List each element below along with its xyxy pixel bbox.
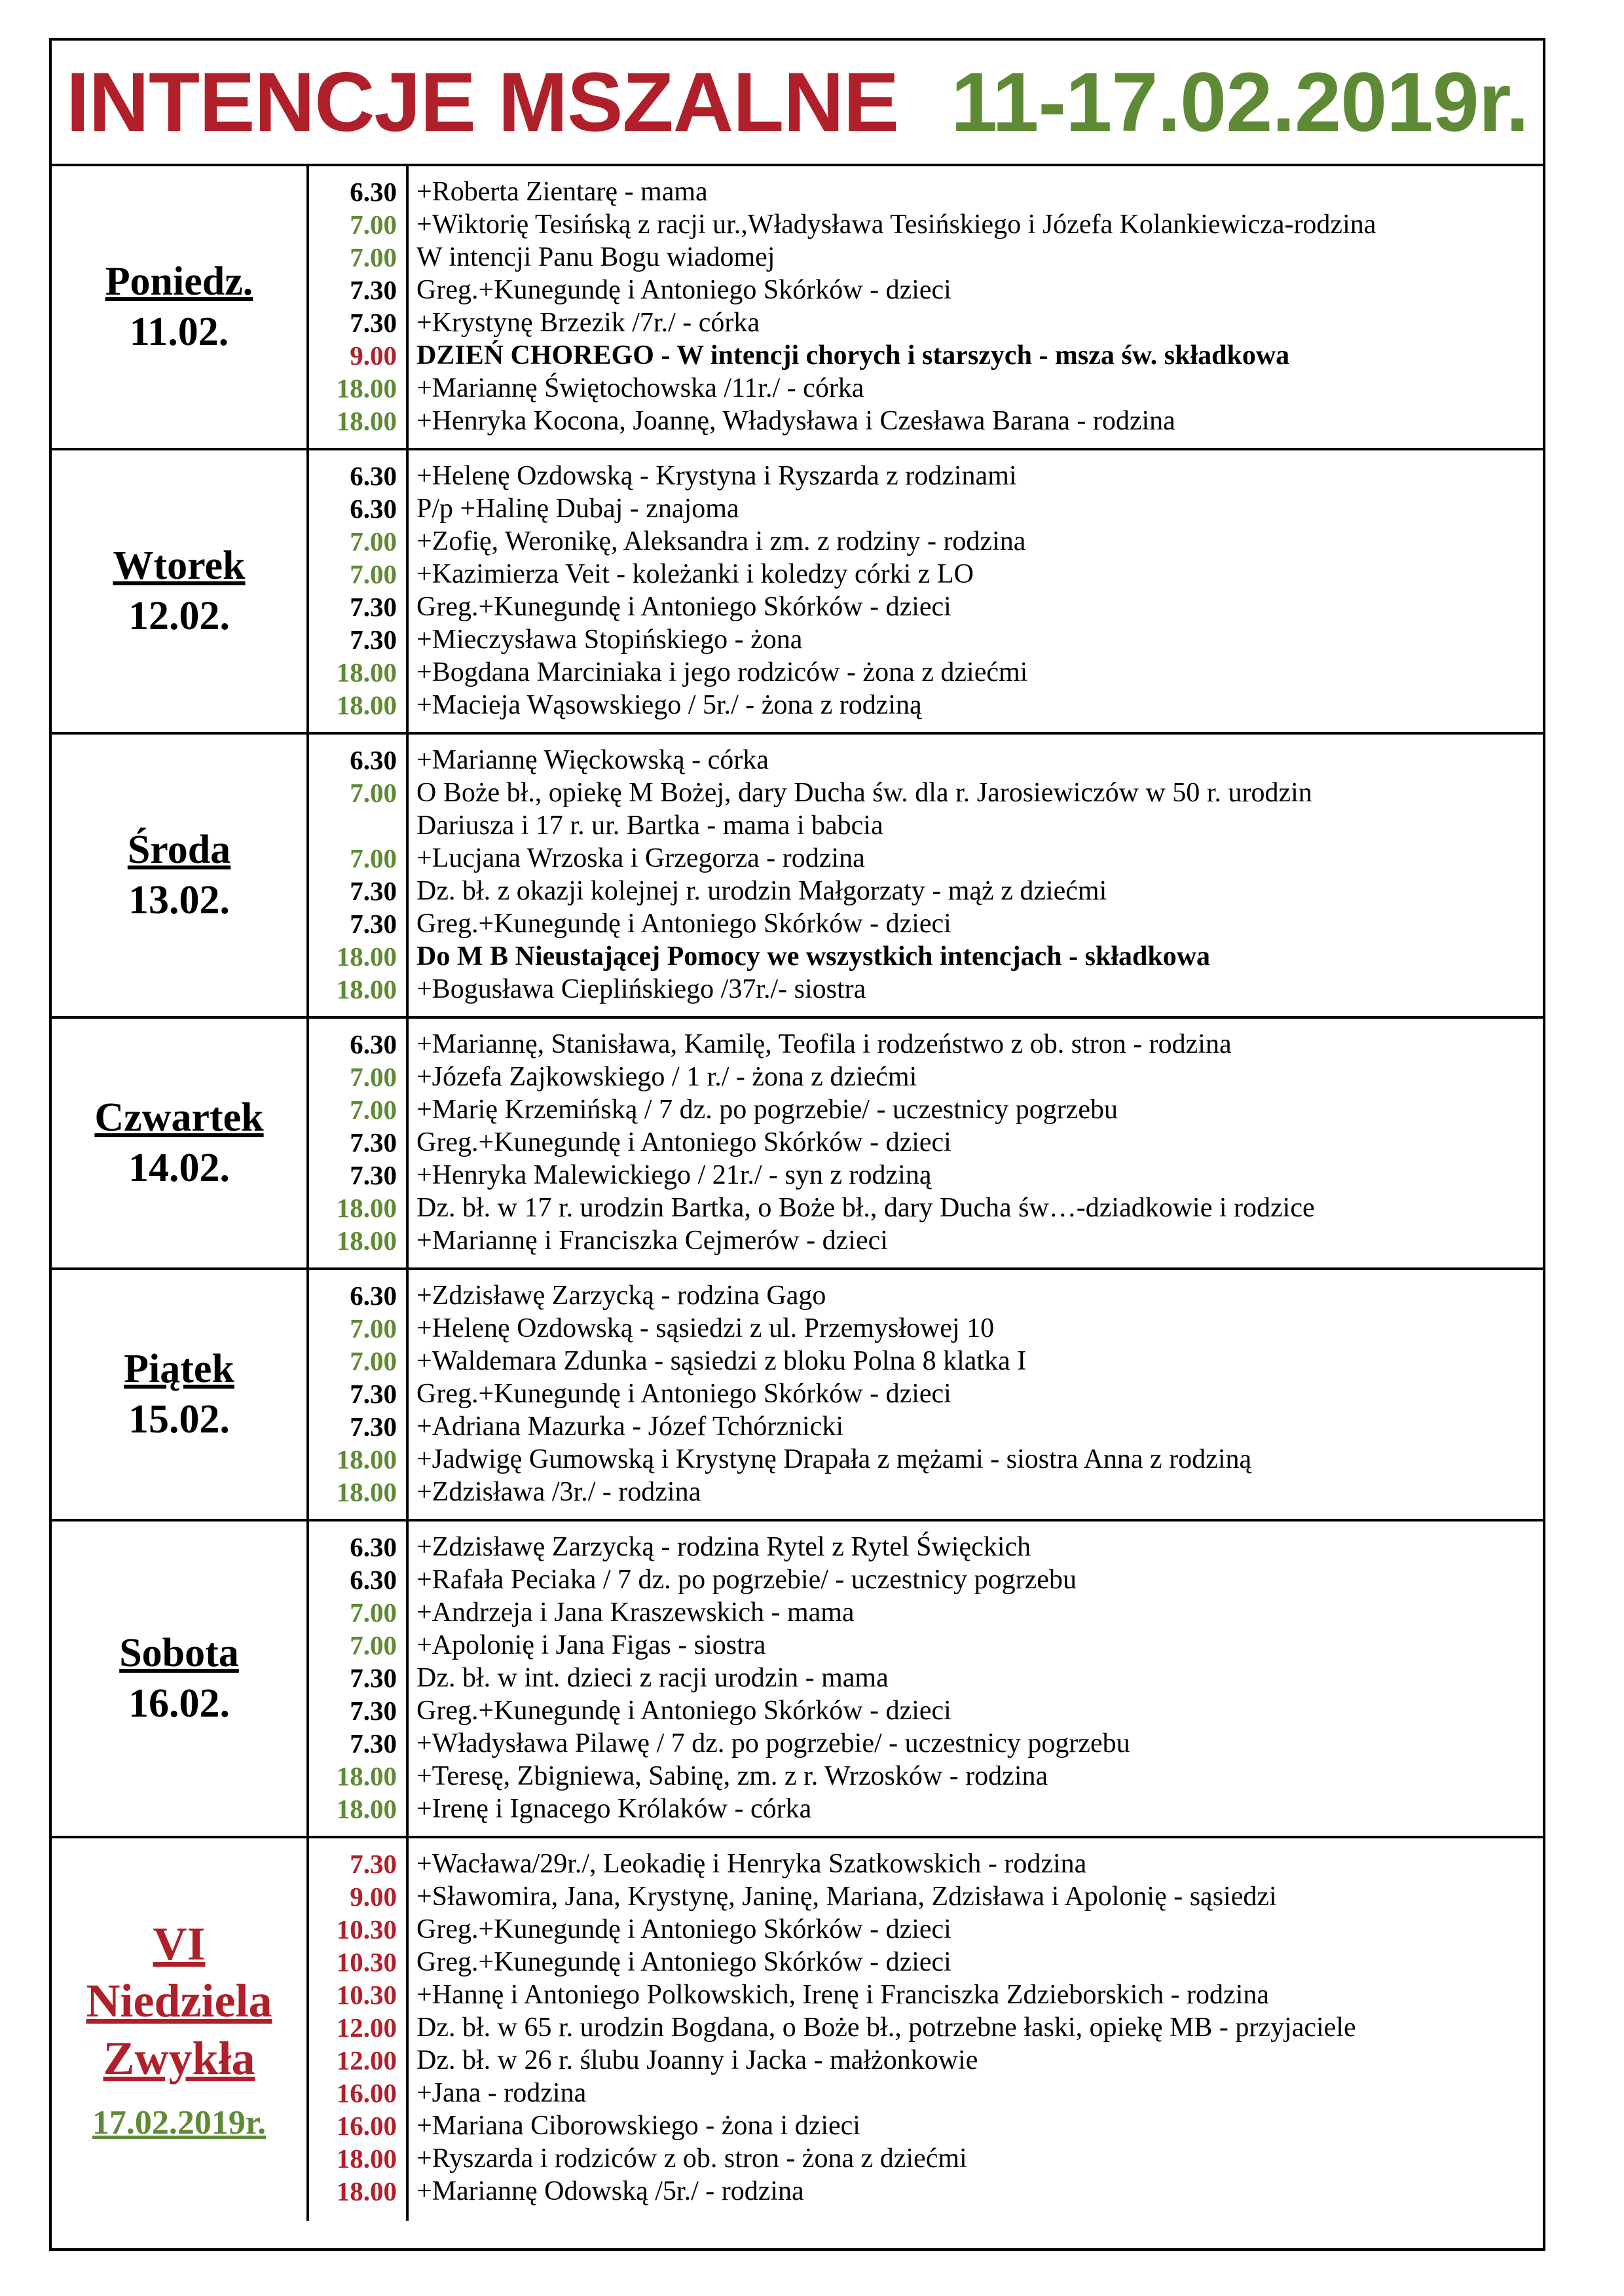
time-column [309,735,409,1016]
mass-time: 7.00 [350,778,397,808]
mass-time: 9.00 [350,1882,397,1912]
day-date: 17.02.2019r. [92,2104,267,2142]
mass-intention: +Hannę i Antoniego Polkowskich, Irenę i Franciszka Zdzieborskich - rodzina [416,1980,1269,2010]
time-column [309,1270,409,1519]
day-label [52,1838,309,2221]
mass-intention: Greg.+Kunegundę i Antoniego Skórków - dzieci [416,592,951,622]
intention-column [409,450,1543,732]
mass-time: 7.00 [350,242,397,272]
mass-time: 16.00 [336,2111,397,2141]
mass-time: 18.00 [336,657,397,687]
schedule-table [49,38,1545,2251]
mass-time: 18.00 [336,941,397,972]
mass-time: 6.30 [350,1281,397,1311]
mass-time: 18.00 [336,1226,397,1256]
mass-time: 7.30 [350,275,397,305]
mass-time: 7.00 [350,526,397,556]
mass-time: 7.30 [350,1728,397,1758]
day-block [52,166,1543,450]
mass-intention: +Waldemara Zdunka - sąsiedzi z bloku Polna 8 klatka I [416,1346,1027,1376]
mass-time: 7.30 [350,1412,397,1442]
mass-intention: +Roberta Zientarę - mama [416,177,708,207]
mass-intention: Do M B Nieustającej Pomocy we wszystkich intencjach - składkowa [416,941,1211,972]
mass-intention: +Władysława Pilawę / 7 dz. po pogrzebie/ - uczestnicy pogrzebu [416,1728,1130,1758]
mass-time: 7.00 [350,1313,397,1343]
mass-intention: Dz. bł. w 17 r. urodzin Bartka, o Boże bł., dary Ducha św…-dziadkowie i rodzice [416,1193,1315,1223]
day-date: 12.02. [128,594,230,638]
intention-column [409,1522,1543,1836]
mass-time: 18.00 [336,1193,397,1223]
mass-intention: Greg.+Kunegundę i Antoniego Skórków - dzieci [416,1127,951,1157]
mass-time: 18.00 [336,1794,397,1824]
days-list [52,166,1543,2221]
mass-intention: +Mariana Ciborowskiego - żona i dzieci [416,2111,860,2141]
day-label [52,1522,309,1836]
mass-intention: +Rafała Peciaka / 7 dz. po pogrzebie/ - uczestnicy pogrzebu [416,1565,1077,1595]
day-name-line: Niedziela [86,1975,272,2028]
mass-time: 6.30 [350,1565,397,1595]
day-block [52,1270,1543,1522]
mass-time: 7.30 [350,876,397,906]
mass-time: 9.00 [350,340,397,371]
mass-intention: O Boże bł., opiekę M Bożej, dary Ducha św. dla r. Jarosiewiczów w 50 r. urodzin [416,778,1312,808]
day-name: Środa [127,827,231,872]
mass-intention: Dariusza i 17 r. ur. Bartka - mama i babcia [416,811,883,841]
mass-intention: +Wacława/29r./, Leokadię i Henryka Szatkowskich - rodzina [416,1849,1087,1879]
mass-intention: Dz. bł. z okazji kolejnej r. urodzin Małgorzaty - mąż z dziećmi [416,876,1107,906]
time-column [309,1019,409,1267]
mass-time: 7.30 [350,1160,397,1190]
mass-time: 7.30 [350,592,397,622]
mass-intention: +Andrzeja i Jana Kraszewskich - mama [416,1597,855,1628]
mass-intention: +Apolonię i Jana Figas - siostra [416,1630,766,1660]
mass-time: 7.30 [350,1127,397,1157]
intention-column [409,1270,1543,1519]
mass-time: 6.30 [350,1029,397,1059]
mass-intention: +Helenę Ozdowską - Krystyna i Ryszarda z rodzinami [416,461,1017,491]
mass-time: 7.30 [350,1849,397,1879]
day-name-line: Zwykła [103,2032,255,2085]
mass-time: 7.00 [350,1062,397,1092]
day-label [52,735,309,1016]
day-name: Sobota [119,1630,239,1675]
day-block [52,450,1543,735]
day-date: 14.02. [128,1146,230,1190]
time-column [309,1522,409,1836]
mass-time: 7.30 [350,1696,397,1726]
mass-intention: +Sławomira, Jana, Krystynę, Janinę, Mariana, Zdzisława i Apolonię - sąsiedzi [416,1882,1277,1912]
intention-column [409,166,1543,448]
title-date: 11-17.02.2019r. [951,55,1529,149]
intention-column [409,1019,1543,1267]
mass-time: 10.30 [336,1914,397,1944]
day-date: 16.02. [128,1681,230,1726]
day-label [52,1019,309,1267]
mass-intention: +Wiktorię Tesińską z racji ur.,Władysława Tesińskiego i Józefa Kolankiewicza-rodzina [416,210,1376,240]
mass-time: 7.00 [350,1630,397,1660]
mass-time: 7.00 [350,559,397,589]
mass-time: 10.30 [336,1980,397,2010]
day-block [52,1019,1543,1270]
mass-intention: Greg.+Kunegundę i Antoniego Skórków - dzieci [416,275,951,305]
mass-intention: +Marię Krzemińską / 7 dz. po pogrzebie/ - uczestnicy pogrzebu [416,1095,1118,1125]
mass-intention: +Jana - rodzina [416,2078,587,2108]
mass-time: 16.00 [336,2078,397,2108]
mass-time: 7.00 [350,1095,397,1125]
mass-time: 18.00 [336,690,397,720]
mass-intention: +Krystynę Brzezik /7r./ - córka [416,308,760,338]
mass-intention: W intencji Panu Bogu wiadomej [416,242,775,272]
mass-intention: +Zofię, Weronikę, Aleksandra i zm. z rodziny - rodzina [416,526,1026,556]
intention-column [409,735,1543,1016]
day-label [52,1270,309,1519]
day-name: Czwartek [94,1095,264,1140]
day-block [52,1838,1543,2221]
mass-intention: +Bogusława Cieplińskiego /37r./- siostra [416,974,866,1004]
mass-time: 7.00 [350,1346,397,1376]
title-main: INTENCJE MSZALNE [65,55,899,149]
mass-intention: +Adriana Mazurka - Józef Tchórznicki [416,1412,844,1442]
mass-intention: +Mieczysława Stopińskiego - żona [416,625,803,655]
time-column [309,166,409,448]
mass-intention: Dz. bł. w 26 r. ślubu Joanny i Jacka - małżonkowie [416,2045,978,2075]
day-block [52,735,1543,1019]
mass-intention: Greg.+Kunegundę i Antoniego Skórków - dzieci [416,1379,951,1409]
page-title [52,41,1543,166]
mass-time: 18.00 [336,406,397,436]
mass-intention: +Józefa Zajkowskiego / 1 r./ - żona z dziećmi [416,1062,917,1092]
mass-intention: Greg.+Kunegundę i Antoniego Skórków - dzieci [416,1696,951,1726]
mass-time: 7.00 [350,210,397,240]
mass-time: 7.00 [350,843,397,873]
mass-time: 12.00 [336,2045,397,2075]
day-date: 15.02. [128,1397,230,1442]
mass-time: 18.00 [336,1761,397,1791]
mass-time: 10.30 [336,1947,397,1977]
mass-time: 18.00 [336,2143,397,2174]
day-block [52,1522,1543,1838]
mass-intention: +Henryka Malewickiego / 21r./ - syn z rodziną [416,1160,932,1190]
mass-time: 18.00 [336,1477,397,1507]
mass-intention: DZIEŃ CHOREGO - W intencji chorych i starszych - msza św. składkowa [416,340,1290,371]
mass-time: 6.30 [350,461,397,491]
mass-intention: Greg.+Kunegundę i Antoniego Skórków - dzieci [416,1947,951,1977]
mass-intention: +Mariannę Świętochowska /11r./ - córka [416,373,864,403]
mass-time: 6.30 [350,745,397,775]
time-column [309,1838,409,2221]
day-label [52,450,309,732]
mass-time: 7.30 [350,909,397,939]
day-label [52,166,309,448]
mass-intention: +Mariannę, Stanisława, Kamilę, Teofila i rodzeństwo z ob. stron - rodzina [416,1029,1232,1059]
mass-time: 7.30 [350,1663,397,1693]
mass-intention: +Jadwigę Gumowską i Krystynę Drapała z mężami - siostra Anna z rodziną [416,1444,1252,1474]
mass-intention: +Ryszarda i rodziców z ob. stron - żona z dziećmi [416,2143,967,2174]
mass-intention: Dz. bł. w 65 r. urodzin Bogdana, o Boże bł., potrzebne łaski, opiekę MB - przyjaciele [416,2013,1356,2043]
mass-intention: +Kazimierza Veit - koleżanki i koledzy córki z LO [416,559,974,589]
day-name: Piątek [124,1346,234,1391]
mass-intention: Dz. bł. w int. dzieci z racji urodzin - mama [416,1663,889,1693]
mass-intention: +Zdzisławę Zarzycką - rodzina Gago [416,1281,826,1311]
mass-intention: +Bogdana Marciniaka i jego rodziców - żona z dziećmi [416,657,1028,687]
mass-time: 7.00 [350,1597,397,1628]
mass-intention: +Mariannę Odowską /5r./ - rodzina [416,2176,804,2206]
mass-time: 7.30 [350,1379,397,1409]
mass-intention: +Helenę Ozdowską - sąsiedzi z ul. Przemysłowej 10 [416,1313,995,1343]
intention-column [409,1838,1543,2221]
mass-time: 18.00 [336,2176,397,2206]
day-name: Poniedz. [105,259,253,304]
mass-time: 18.00 [336,373,397,403]
mass-intention: Greg.+Kunegundę i Antoniego Skórków - dzieci [416,1914,951,1944]
mass-intention: +Zdzisławę Zarzycką - rodzina Rytel z Rytel Święckich [416,1532,1031,1562]
mass-intention: +Zdzisława /3r./ - rodzina [416,1477,701,1507]
mass-time: 18.00 [336,1444,397,1474]
mass-intention: Greg.+Kunegundę i Antoniego Skórków - dzieci [416,909,951,939]
mass-intention: +Macieja Wąsowskiego / 5r./ - żona z rodziną [416,690,922,720]
day-name: Wtorek [113,543,246,588]
mass-time: 6.30 [350,1532,397,1562]
mass-time: 12.00 [336,2013,397,2043]
mass-intention: +Henryka Kocona, Joannę, Władysława i Czesława Barana - rodzina [416,406,1175,436]
mass-intention: +Mariannę Więckowską - córka [416,745,769,775]
mass-intention: +Lucjana Wrzoska i Grzegorza - rodzina [416,843,865,873]
mass-time: 7.30 [350,625,397,655]
day-date: 13.02. [128,878,230,922]
mass-time: 7.30 [350,308,397,338]
day-date: 11.02. [129,310,229,354]
mass-intention: +Teresę, Zbigniewa, Sabinę, zm. z r. Wrzosków - rodzina [416,1761,1048,1791]
mass-intention: +Mariannę i Franciszka Cejmerów - dzieci [416,1226,888,1256]
mass-time: 6.30 [350,177,397,207]
mass-time: 6.30 [350,494,397,524]
mass-intention: +Irenę i Ignacego Królaków - córka [416,1794,812,1824]
time-column [309,450,409,732]
day-name-line: VI [153,1917,206,1970]
mass-intention: P/p +Halinę Dubaj - znajoma [416,494,739,524]
mass-time: 18.00 [336,974,397,1004]
